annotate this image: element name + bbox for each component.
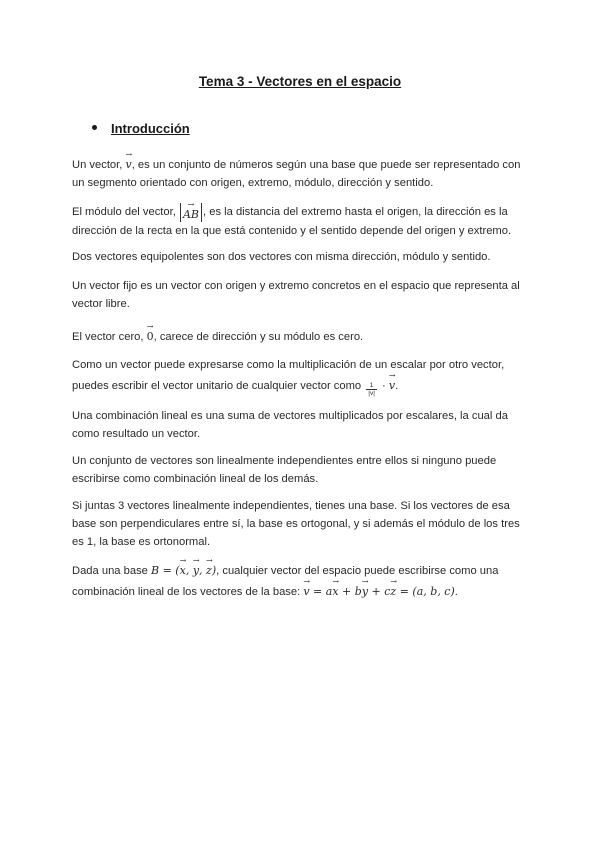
math-text: = (a, b, c) bbox=[396, 585, 455, 598]
text: . bbox=[454, 586, 458, 598]
vector-y: → y bbox=[362, 580, 368, 601]
paragraph-unit-vector bbox=[72, 356, 532, 397]
text: Dada una base bbox=[72, 565, 151, 577]
fraction bbox=[366, 382, 377, 397]
text: El vector cero, bbox=[72, 331, 147, 343]
math-text: = ( bbox=[159, 564, 180, 577]
text: · bbox=[378, 380, 389, 392]
page-title: Tema 3 - Vectores en el espacio bbox=[198, 74, 402, 89]
vector-zero: → 0 bbox=[147, 325, 154, 346]
math-b: B bbox=[151, 564, 160, 577]
paragraph-zero-vector bbox=[72, 325, 532, 346]
paragraph-base: Si juntas 3 vectores linealmente independientes, tienes una base. Si los vectores de esa base son perpendiculares entre sí, la base es ortogonal, y si además el módulo de los tres es 1, la base es ortonormal. bbox=[72, 500, 520, 548]
text: El módulo del vector, bbox=[72, 206, 179, 218]
paragraph-vector-definition bbox=[72, 153, 532, 192]
math-text: = a bbox=[309, 585, 333, 598]
text: , es un conjunto de números según una base que puede ser representado con un segmento orientado con origen, extremo, módulo, dirección y sentido. bbox=[72, 159, 521, 189]
vector-y: → y bbox=[193, 559, 199, 580]
fraction-numerator: 1 bbox=[366, 382, 377, 390]
text: . bbox=[395, 380, 399, 392]
paragraph-linear-independence: Un conjunto de vectores son linealmente independientes entre ellos si ninguno puede escribirse como combinación lineal de los demás. bbox=[72, 455, 497, 485]
paragraph-linear-combination: Una combinación lineal es una suma de vectores multiplicados por escalares, la cual da como resultado un vector. bbox=[72, 410, 508, 440]
vector-v: → v bbox=[125, 153, 131, 174]
vector-z: → z bbox=[206, 559, 212, 580]
paragraph-base-combination bbox=[72, 559, 532, 601]
text: Como un vector puede expresarse como la multiplicación de un escalar por otro vector, puedes escribir el vector unitario de cualquier vector como bbox=[72, 359, 505, 392]
paragraph-fixed-vector: Un vector fijo es un vector con origen y extremo concretos en el espacio que representa al vector libre. bbox=[72, 280, 520, 310]
section-heading-label: Introducción bbox=[111, 121, 190, 136]
text: , cualquier vector del espacio puede escribirse como una combinación lineal de los vectores de la base: bbox=[72, 565, 499, 598]
math-text: , bbox=[199, 564, 207, 577]
vector-v: → v bbox=[389, 374, 395, 395]
absolute-value bbox=[180, 203, 202, 222]
math-text: ) bbox=[211, 564, 217, 577]
vector-x: → x bbox=[332, 580, 338, 601]
vector-ab: → AB bbox=[183, 205, 199, 222]
vector-x: → x bbox=[180, 559, 186, 580]
vector-z: → z bbox=[390, 580, 396, 601]
text: Un vector, bbox=[72, 159, 126, 171]
fraction-denominator: |v| bbox=[368, 390, 375, 397]
math-text: + c bbox=[368, 585, 391, 598]
text: , es la distancia del extremo hasta el origen, la dirección es la dirección de la recta en la que está contenido y el sentido depende del origen y extremo. bbox=[72, 206, 512, 237]
paragraph-module bbox=[72, 203, 532, 240]
section-heading bbox=[92, 121, 190, 136]
vector-v: → v bbox=[303, 580, 309, 601]
math-text: + b bbox=[338, 585, 362, 598]
bullet-icon bbox=[92, 125, 97, 130]
paragraph-equipolent: Dos vectores equipolentes son dos vectores con misma dirección, módulo y sentido. bbox=[72, 251, 491, 263]
math-text: , bbox=[185, 564, 193, 577]
text: , carece de dirección y su módulo es cero. bbox=[153, 331, 364, 343]
